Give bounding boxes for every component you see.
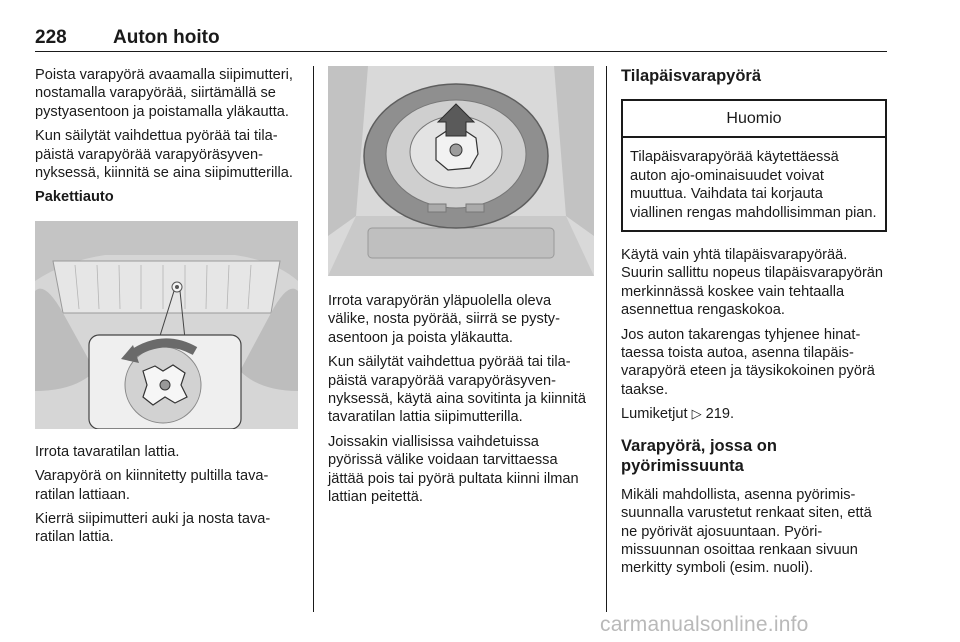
subheading-pakettiauto: Pakettiauto bbox=[35, 189, 114, 206]
column-divider-1 bbox=[313, 66, 314, 612]
section-heading-varapyora-pyorimissuunta: Varapyörä, jossa on pyörimissuunta bbox=[621, 436, 777, 475]
van-load-floor-wing-nut-illustration bbox=[35, 221, 298, 429]
page-header bbox=[35, 27, 887, 53]
paragraph: Kun säilytät vaihdettua pyörää tai tilapäistä varapyörää varapyöräsyvennyksessä, kiinnitä se aina siipimutterilla. bbox=[35, 128, 293, 182]
notice-box bbox=[621, 99, 887, 232]
paragraph: Kun säilytät vaihdettua pyörää tai tilapäistä varapyörää varapyöräsyvennyksessä, käytä aina sovitinta ja kiinnitä tavaratilan lattia siipimutterilla. bbox=[328, 354, 586, 426]
xref-prefix: Lumiketjut bbox=[621, 406, 692, 423]
paragraph: Joissakin viallisissa vaihdetuissa pyörissä välike voidaan tarvittaessa jättää pois tai pyörä pultata kiinni ilman lattian peitettä. bbox=[328, 433, 579, 506]
paragraph: Poista varapyörä avaamalla siipimutteri, nostamalla varapyörää, siirtämällä se pystyasentoon ja poistamalla yläkautta. bbox=[35, 67, 293, 120]
spare-wheel-well-illustration bbox=[328, 66, 594, 276]
watermark: carmanualsonline.info bbox=[600, 613, 809, 636]
column-3 bbox=[621, 66, 887, 584]
notice-body: Tilapäisvarapyörää käytettäessä auton ajo-ominaisuudet voivat muuttua. Vaihdata tai korjauta viallinen rengas mahdollisimman pian. bbox=[630, 149, 877, 221]
paragraph: Jos auton takarengas tyhjenee hinattaessa toista autoa, asenna tilapäisvarapyörä eteen ja täysikokoinen pyörä taakse. bbox=[621, 326, 875, 398]
triangle-right-icon: ▷ bbox=[691, 406, 702, 422]
paragraph: Irrota varapyörän yläpuolella oleva välike, nosta pyörää, siirrä se pystyasentoon ja poista yläkautta. bbox=[328, 293, 560, 346]
section-heading-tilapaisvarapyora: Tilapäisvarapyörä bbox=[621, 67, 762, 85]
paragraph: Käytä vain yhtä tilapäisvarapyörää. Suurin sallittu nopeus tilapäisvarapyörän merkinnässä koskee vain tehtaalla asennettua rengaskokoa. bbox=[621, 247, 884, 319]
xref-page-link[interactable]: 219. bbox=[701, 406, 735, 423]
column-divider-2 bbox=[606, 66, 607, 612]
paragraph: Mikäli mahdollista, asenna pyörimissuunnalla varustetut renkaat siten, että ne pyörivät ajosuuntaan. Pyörimissuunnan osoittaa renkaan sivuun merkitty symboli (esim. nuoli). bbox=[621, 486, 872, 577]
column-2 bbox=[328, 66, 594, 512]
notice-title: Huomio bbox=[623, 101, 885, 138]
paragraph-cross-reference bbox=[621, 405, 887, 423]
header-rule bbox=[35, 51, 887, 52]
column-1 bbox=[35, 66, 300, 553]
paragraph: Kierrä siipimutteri auki ja nosta tavaratilan lattia. bbox=[35, 511, 271, 546]
page-title: Auton hoito bbox=[113, 27, 220, 48]
page-number: 228 bbox=[35, 27, 67, 48]
paragraph: Irrota tavaratilan lattia. bbox=[35, 443, 180, 460]
paragraph: Varapyörä on kiinnitetty pultilla tavaratilan lattiaan. bbox=[35, 468, 269, 503]
